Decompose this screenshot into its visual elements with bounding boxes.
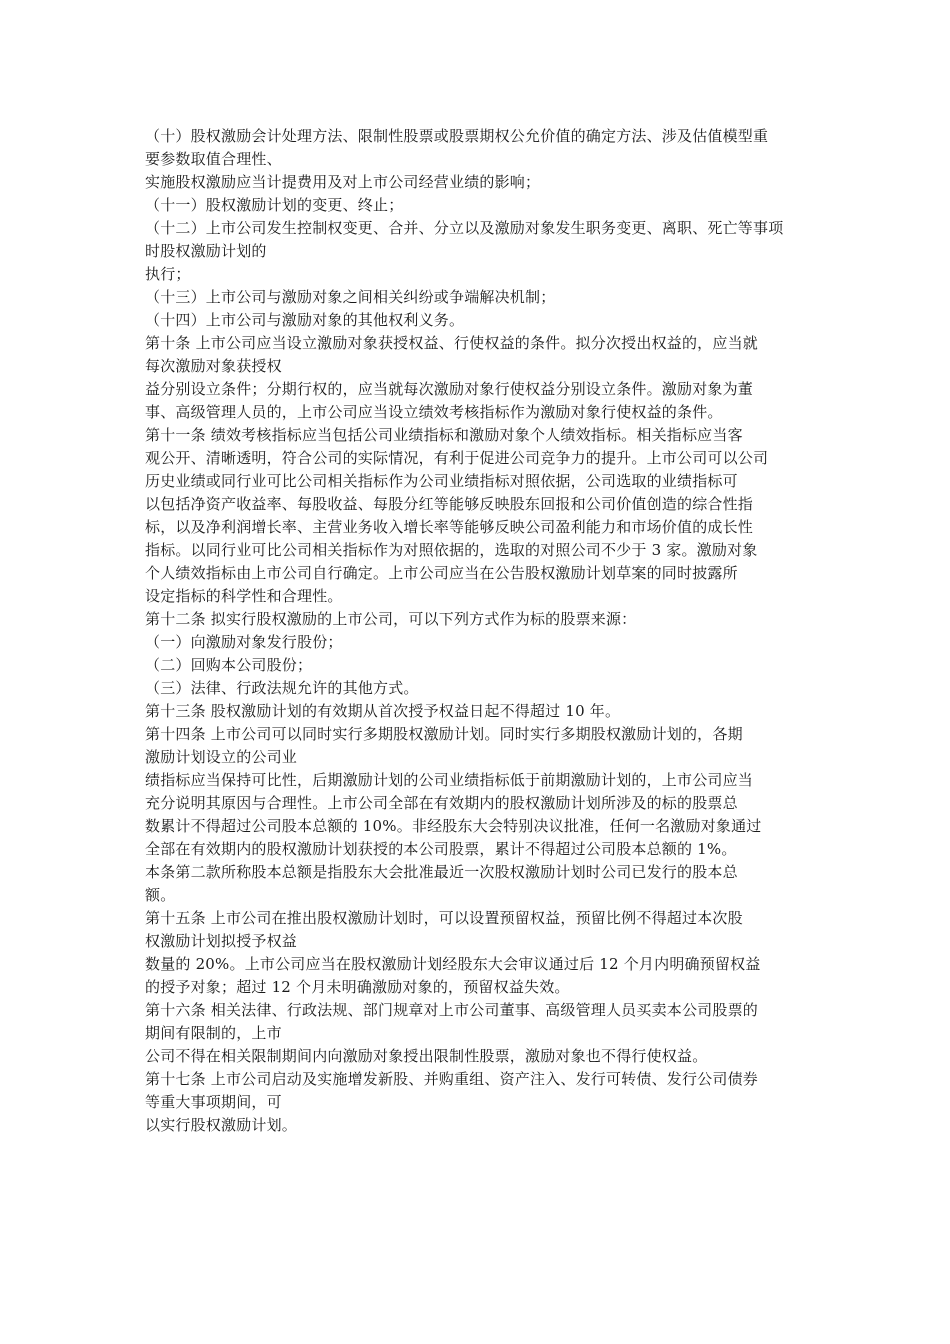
text-line: 历史业绩或同行业可比公司相关指标作为公司业绩指标对照依据，公司选取的业绩指标可 [145, 472, 738, 490]
text-line: 第十条 上市公司应当设立激励对象获授权益、行使权益的条件。拟分次授出权益的，应当就 [145, 334, 758, 352]
text-line: 每次激励对象获授权 [145, 357, 282, 375]
text-line: （一）向激励对象发行股份； [145, 633, 343, 651]
text-line: 数累计不得超过公司股本总额的 10%。非经股东大会特别决议批准，任何一名激励对象通过 [145, 817, 762, 835]
text-line: 第十三条 股权激励计划的有效期从首次授予权益日起不得超过 10 年。 [145, 702, 621, 720]
document-body [145, 125, 810, 1137]
text-line: 益分别设立条件；分期行权的，应当就每次激励对象行使权益分别设立条件。激励对象为董 [145, 380, 754, 398]
text-line: 要参数取值合理性、 [145, 150, 282, 168]
text-line: 个人绩效指标由上市公司自行确定。上市公司应当在公告股权激励计划草案的同时披露所 [145, 564, 738, 582]
text-line: 激励计划设立的公司业 [145, 748, 298, 766]
text-line: 的授予对象；超过 12 个月未明确激励对象的，预留权益失效。 [145, 978, 570, 996]
text-line: （十三）上市公司与激励对象之间相关纠纷或争端解决机制； [145, 288, 556, 306]
text-line: （十二）上市公司发生控制权变更、合并、分立以及激励对象发生职务变更、离职、死亡等事项 [145, 219, 784, 237]
text-line: 第十一条 绩效考核指标应当包括公司业绩指标和激励对象个人绩效指标。相关指标应当客 [145, 426, 743, 444]
text-line: 第十七条 上市公司启动及实施增发新股、并购重组、资产注入、发行可转债、发行公司债券 [145, 1070, 758, 1088]
text-line: （十）股权激励会计处理方法、限制性股票或股票期权公允价值的确定方法、涉及估值模型重 [145, 127, 769, 145]
text-line: （十四）上市公司与激励对象的其他权利义务。 [145, 311, 465, 329]
text-line: 额。 [145, 886, 176, 904]
text-line: 数量的 20%。上市公司应当在股权激励计划经股东大会审议通过后 12 个月内明确预留权益 [145, 955, 761, 973]
text-line: 第十六条 相关法律、行政法规、部门规章对上市公司董事、高级管理人员买卖本公司股票的 [145, 1001, 758, 1019]
text-line: 第十五条 上市公司在推出股权激励计划时，可以设置预留权益，预留比例不得超过本次股 [145, 909, 743, 927]
text-line: 期间有限制的，上市 [145, 1024, 282, 1042]
text-line: 以包括净资产收益率、每股收益、每股分红等能够反映股东回报和公司价值创造的综合性指 [145, 495, 754, 513]
text-line: 等重大事项期间，可 [145, 1093, 282, 1111]
text-line: 以实行股权激励计划。 [145, 1116, 298, 1134]
text-line: 本条第二款所称股本总额是指股东大会批准最近一次股权激励计划时公司已发行的股本总 [145, 863, 738, 881]
text-line: 设定指标的科学性和合理性。 [145, 587, 343, 605]
text-line: （十一）股权激励计划的变更、终止； [145, 196, 404, 214]
text-line: （二）回购本公司股份； [145, 656, 313, 674]
text-line: 充分说明其原因与合理性。上市公司全部在有效期内的股权激励计划所涉及的标的股票总 [145, 794, 738, 812]
text-line: 时股权激励计划的 [145, 242, 267, 260]
text-line: 权激励计划拟授予权益 [145, 932, 298, 950]
text-line: 实施股权激励应当计提费用及对上市公司经营业绩的影响； [145, 173, 541, 191]
text-line: 指标。以同行业可比公司相关指标作为对照依据的，选取的对照公司不少于 3 家。激励对象 [145, 541, 758, 559]
text-line: 标，以及净利润增长率、主营业务收入增长率等能够反映公司盈利能力和市场价值的成长性 [145, 518, 754, 536]
text-line: 公司不得在相关限制期间内向激励对象授出限制性股票，激励对象也不得行使权益。 [145, 1047, 708, 1065]
text-line: 全部在有效期内的股权激励计划获授的本公司股票，累计不得超过公司股本总额的 1%。 [145, 840, 737, 858]
text-line: 执行； [145, 265, 191, 283]
text-line: 事、高级管理人员的，上市公司应当设立绩效考核指标作为激励对象行使权益的条件。 [145, 403, 723, 421]
text-line: 第十二条 拟实行股权激励的上市公司，可以下列方式作为标的股票来源： [145, 610, 637, 628]
text-line: 第十四条 上市公司可以同时实行多期股权激励计划。同时实行多期股权激励计划的，各期 [145, 725, 743, 743]
text-line: （三）法律、行政法规允许的其他方式。 [145, 679, 419, 697]
text-line: 观公开、清晰透明，符合公司的实际情况，有利于促进公司竞争力的提升。上市公司可以公司 [145, 449, 769, 467]
text-line: 绩指标应当保持可比性，后期激励计划的公司业绩指标低于前期激励计划的，上市公司应当 [145, 771, 754, 789]
